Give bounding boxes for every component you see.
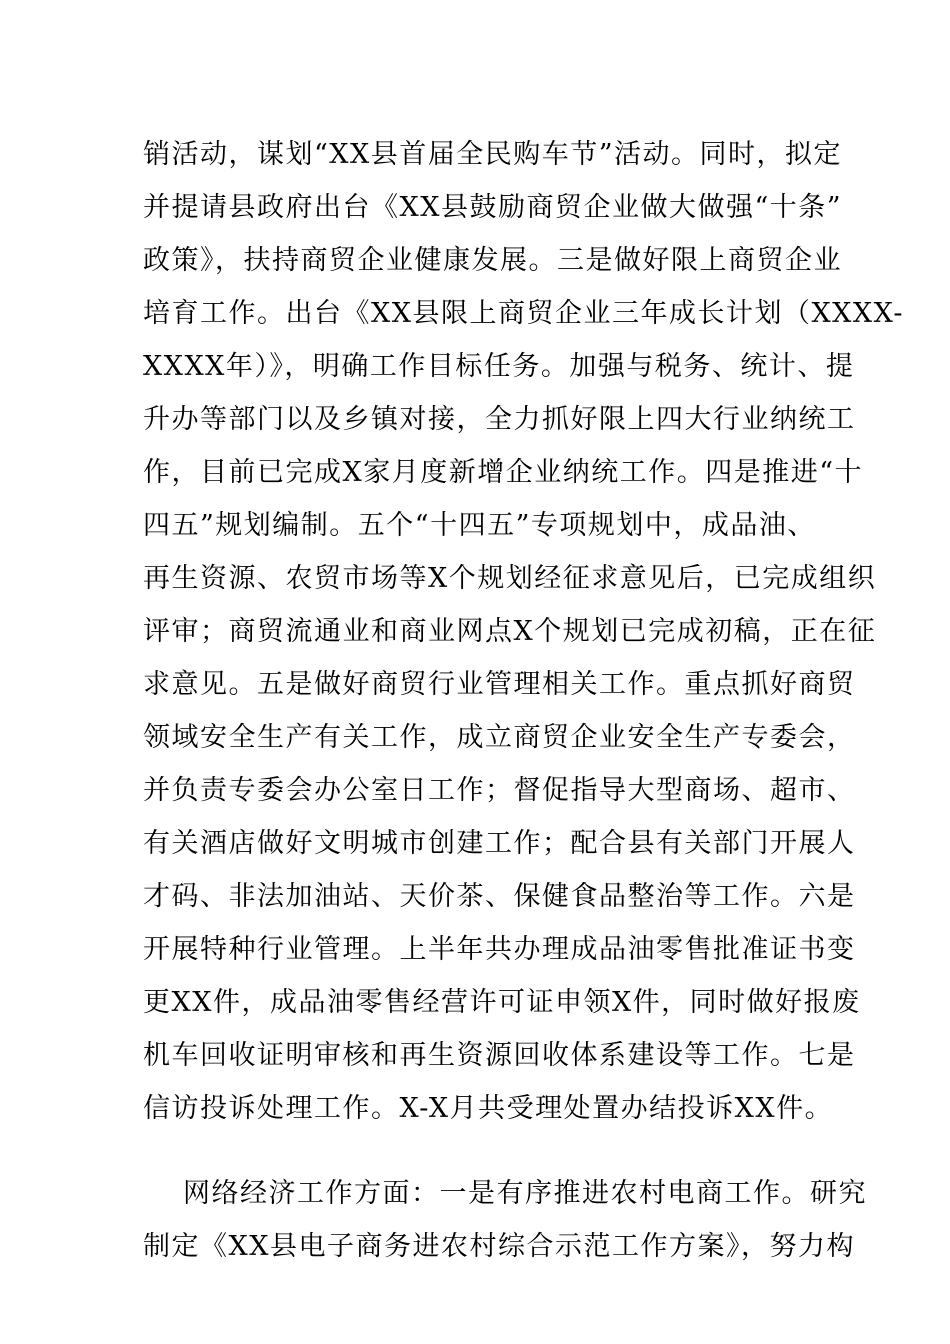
body-text	[143, 128, 904, 1273]
paragraph-online-economy	[143, 1167, 867, 1273]
text-line: 评审；商贸流通业和商业网点X个规划已完成初稿，正在征	[143, 616, 877, 647]
text-line: 更XX件，成品油零售经营许可证申领X件，同时做好报废	[143, 987, 861, 1018]
text-line: 制定《XX县电子商务进农村综合示范工作方案》，努力构	[143, 1231, 855, 1262]
text-line: XXXX年）》，明确工作目标任务。加强与税务、统计、提	[143, 351, 855, 382]
text-line: 升办等部门以及乡镇对接，全力抓好限上四大行业纳统工	[143, 404, 856, 435]
paragraph-commerce-work	[143, 128, 904, 1135]
text-line: 作，目前已完成X家月度新增企业纳统工作。四是推进“十	[143, 457, 864, 488]
text-line: 网络经济工作方面：一是有序推进农村电商工作。研究	[183, 1178, 867, 1209]
text-line: 领域安全生产有关工作，成立商贸企业安全生产专委会，	[143, 722, 856, 753]
text-line: 销活动，谋划“XX县首届全民购车节”活动。同时，拟定	[143, 139, 843, 170]
text-line: 四五”规划编制。五个“十四五”专项规划中，成品油、	[143, 510, 816, 541]
text-line: 培育工作。出台《XX县限上商贸企业三年成长计划（XXXX-	[143, 298, 904, 329]
text-line: 机车回收证明审核和再生资源回收体系建设等工作。七是	[143, 1040, 856, 1071]
text-line: 再生资源、农贸市场等X个规划经征求意见后，已完成组织	[143, 563, 877, 594]
text-line: 信访投诉处理工作。X-X月共受理处置办结投诉XX件。	[143, 1093, 834, 1124]
text-line: 政策》，扶持商贸企业健康发展。三是做好限上商贸企业	[143, 245, 842, 276]
text-line: 求意见。五是做好商贸行业管理相关工作。重点抓好商贸	[143, 669, 856, 700]
text-line: 并负责专委会办公室日工作；督促指导大型商场、超市、	[143, 775, 856, 806]
paragraph-spacing	[143, 1135, 813, 1167]
text-line: 有关酒店做好文明城市创建工作；配合县有关部门开展人	[143, 828, 856, 859]
text-line: 并提请县政府出台《XX县鼓励商贸企业做大做强“十条”	[143, 192, 843, 223]
text-line: 才码、非法加油站、天价茶、保健食品整治等工作。六是	[143, 881, 856, 912]
text-line: 开展特种行业管理。上半年共办理成品油零售批准证书变	[143, 934, 856, 965]
